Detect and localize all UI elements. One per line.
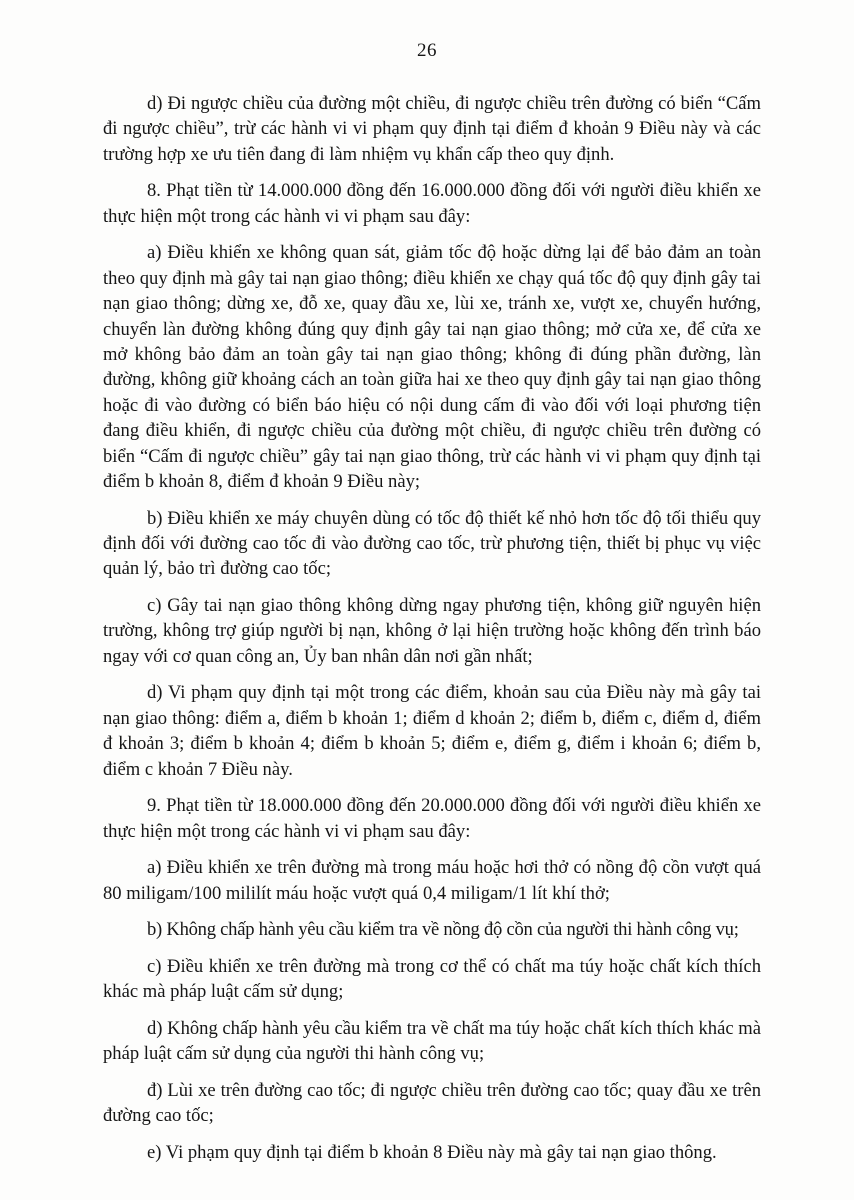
paragraph-9dd: đ) Lùi xe trên đường cao tốc; đi ngược chiều trên đường cao tốc; quay đầu xe trên đường cao tốc; xyxy=(103,1079,761,1127)
paragraph-8c: c) Gây tai nạn giao thông không dừng ngay phương tiện, không giữ nguyên hiện trường, không trợ giúp người bị nạn, không ở lại hiện trường hoặc không đến trình báo ngay với cơ quan công an, Ủy ban nhân dân nơi gần nhất; xyxy=(103,595,761,667)
paragraph-9e: e) Vi phạm quy định tại điểm b khoản 8 Điều này mà gây tai nạn giao thông. xyxy=(147,1141,717,1163)
document-body xyxy=(103,91,761,1176)
paragraph-8d: d) Vi phạm quy định tại một trong các điểm, khoản sau của Điều này mà gây tai nạn giao thông: điểm a, điểm b khoản 1; điểm d khoản 2; điểm b, điểm c, điểm d, điểm đ khoản 3; điểm b khoản 4; điểm b khoản 5; điểm e, điểm g, điểm i khoản 6; điểm b, điểm c khoản 7 Điều này. xyxy=(103,682,761,780)
paragraph-9a: a) Điều khiển xe trên đường mà trong máu hoặc hơi thở có nồng độ cồn vượt quá 80 miligam/100 mililít máu hoặc vượt quá 0,4 miligam/1 lít khí thở; xyxy=(103,857,761,904)
page-number: 26 xyxy=(417,40,437,61)
paragraph-8a: a) Điều khiển xe không quan sát, giảm tốc độ hoặc dừng lại để bảo đảm an toàn theo quy định mà gây tai nạn giao thông; điều khiển xe chạy quá tốc độ quy định gây tai nạn giao thông; dừng xe, đỗ xe, quay đầu xe, lùi xe, tránh xe, vượt xe, chuyển hướng, chuyển làn đường không đúng quy định gây tai nạn giao thông; mở cửa xe, để cửa xe mở không bảo đảm an toàn gây tai nạn giao thông; không đi đúng phần đường, làn đường, không giữ khoảng cách an toàn giữa hai xe theo quy định gây tai nạn giao thông hoặc đi vào đường có biển báo hiệu có nội dung cấm đi vào đối với loại phương tiện đang điều khiển, đi ngược chiều của đường một chiều, đi ngược chiều trên đường có biển “Cấm đi ngược chiều” gây tai nạn giao thông, trừ các hành vi vi phạm quy định tại điểm b khoản 8, điểm đ khoản 9 Điều này; xyxy=(103,242,761,493)
clause-8-heading: 8. Phạt tiền từ 14.000.000 đồng đến 16.000.000 đồng đối với người điều khiển xe thực hiện một trong các hành vi vi phạm sau đây: xyxy=(103,180,761,227)
paragraph-8b: b) Điều khiển xe máy chuyên dùng có tốc độ thiết kế nhỏ hơn tốc độ tối thiểu quy định đối với đường cao tốc đi vào đường cao tốc, trừ phương tiện, thiết bị phục vụ việc quản lý, bảo trì đường cao tốc; xyxy=(103,507,761,580)
paragraph-9b: b) Không chấp hành yêu cầu kiểm tra về nồng độ cồn của người thi hành công vụ; xyxy=(147,919,739,941)
paragraph-9c: c) Điều khiển xe trên đường mà trong cơ thể có chất ma túy hoặc chất kích thích khác mà pháp luật cấm sử dụng; xyxy=(103,955,761,1003)
clause-9-heading: 9. Phạt tiền từ 18.000.000 đồng đến 20.000.000 đồng đối với người điều khiển xe thực hiện một trong các hành vi vi phạm sau đây: xyxy=(103,795,761,842)
paragraph-9d: d) Không chấp hành yêu cầu kiểm tra về chất ma túy hoặc chất kích thích khác mà pháp luật cấm sử dụng của người thi hành công vụ; xyxy=(103,1017,761,1065)
paragraph-7d: d) Đi ngược chiều của đường một chiều, đi ngược chiều trên đường có biển “Cấm đi ngược chiều”, trừ các hành vi vi phạm quy định tại điểm đ khoản 9 Điều này và các trường hợp xe ưu tiên đang đi làm nhiệm vụ khẩn cấp theo quy định. xyxy=(103,93,761,165)
